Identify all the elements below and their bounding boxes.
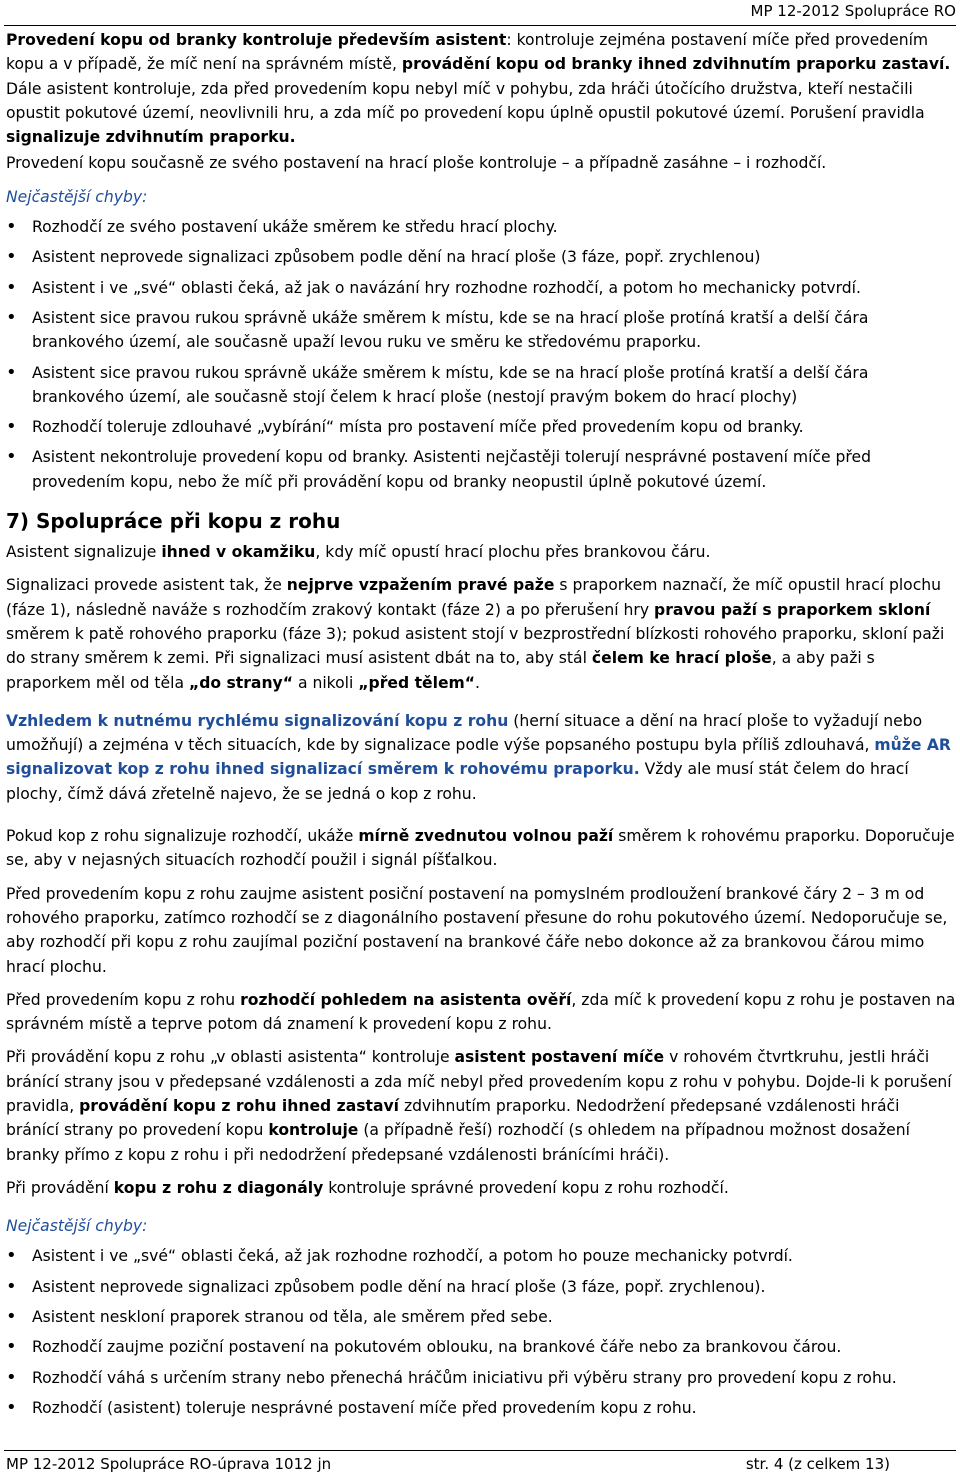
text: (herní situace a dění na hrací ploše to vyžadují nebo umožňují) a zejména v těch situacích, kde by signalizace podle výše popsaného postupu byla příliš zdlouhavá,: [6, 711, 923, 755]
text: Pokud kop z rohu signalizuje rozhodčí, ukáže: [6, 827, 359, 846]
paragraph-corner-signal: [6, 540, 956, 564]
text: .: [475, 673, 480, 692]
text: , a aby paži s praporkem měl od těla: [6, 649, 875, 692]
text: v rohovém čtvrtkruhu, jestli hráči bránící strany jsou v předepsané vzdálenosti a zda míč nebyl před provedením kopu z rohu v pohybu. Dojde-li k porušení pravidla,: [6, 1048, 952, 1115]
text: a nikoli: [292, 673, 359, 692]
header-divider: [4, 25, 956, 26]
text: Dále asistent kontroluje, zda před provedením kopu nebyl míč v pohybu, zda hráči útočícího družstva, kteří nestačili opustit pokutové území, neovlivnili hru, a zda míč po provedení kopu úplně opustil pokutové území. Porušení pravidla: [6, 79, 925, 122]
list-item: • Rozhodčí zaujme poziční postavení na pokutovém oblouku, na brankové čáře nebo za brankovou čárou.: [6, 1335, 956, 1359]
text: Vždy ale musí stát čelem do hrací plochy, čímž dává zřetelně najevo, že se jedná o kop z rohu.: [6, 760, 909, 803]
paragraph-positioning: Před provedením kopu z rohu zaujme asistent posiční postavení na pomyslném prodloužení brankové čáry 2 – 3 m od rohového praporku, zatímco rozhodčí se z diagonálního postavení přesune do rohu pokutového území. Nedoporučuje se, aby rozhodčí při kopu z rohu zaujímal poziční postavení na brankové čáře nebo dokonce až za brankovou čárou mimo hrací plochu.: [6, 884, 948, 976]
list-item: • Asistent i ve „své“ oblasti čeká, až jak rozhodne rozhodčí, a potom ho pouze mechanicky potvrdí.: [6, 1244, 956, 1268]
paragraph-assistant-control: [6, 1045, 956, 1166]
bold-text: Provedení kopu od branky kontroluje především asistent: [6, 31, 507, 49]
paragraph-signal-procedure: [6, 573, 956, 694]
text: Před provedením kopu z rohu: [6, 990, 241, 1009]
paragraph-diagonal: [6, 1176, 956, 1200]
text: kontroluje správné provedení kopu z rohu rozhodčí.: [323, 1178, 729, 1197]
bold-text: „do strany“: [188, 673, 293, 692]
text: Při provádění kopu z rohu „v oblasti asistenta“ kontroluje: [6, 1048, 455, 1067]
list-item: • Rozhodčí toleruje zdlouhavé „vybírání“ místa pro postavení míče před provedením kopu od branky.: [6, 415, 956, 439]
paragraph-fast-signal: [6, 709, 956, 806]
bold-text: „před tělem“: [358, 673, 476, 692]
list-item: • Rozhodčí ze svého postavení ukáže směrem ke středu hrací plochy.: [6, 215, 956, 239]
errors-heading-2: Nejčastější chyby:: [6, 1217, 148, 1236]
text: : kontroluje zejména postavení míče před provedením kopu a v případě, že míč není na správném místě,: [6, 31, 929, 74]
bold-text: provádění kopu od branky ihned zdvihnutím praporku zastaví.: [401, 55, 951, 74]
paragraph-referee-control: Provedení kopu současně ze svého postavení na hrací ploše kontroluje – a případně zasáhne – i rozhodčí.: [6, 154, 827, 173]
bold-text: ihned v okamžiku: [161, 543, 316, 562]
bold-text: asistent postavení míče: [454, 1048, 665, 1067]
footer-divider: [4, 1450, 956, 1451]
text: směrem k rohovému praporku. Doporučuje se, aby v nejasných situacích rozhodčí použil i signál píšťalkou.: [6, 827, 955, 870]
bold-text: kopu z rohu z diagonály: [113, 1178, 324, 1197]
section-title: 7) Spolupráce při kopu z rohu: [6, 509, 341, 534]
list-item: • Rozhodčí (asistent) toleruje nesprávné postavení míče před provedením kopu z rohu.: [6, 1396, 956, 1420]
bold-text: provádění kopu z rohu ihned zastaví: [79, 1096, 399, 1115]
text: , zda míč k provedení kopu z rohu je postaven na správném místě a teprve potom dá znamení k provedení kopu z rohu.: [6, 990, 956, 1034]
footer-page-number: str. 4 (z celkem 13): [745, 1455, 890, 1473]
blue-bold-text: může AR signalizovat kop z rohu ihned signalizací směrem k rohovému praporku.: [6, 736, 951, 779]
bold-text: nejprve vzpažením pravé paže: [286, 576, 555, 595]
bold-text: čelem ke hrací ploše: [591, 649, 772, 668]
text: Asistent signalizuje: [6, 543, 162, 562]
errors-list-1: [6, 215, 956, 494]
blue-bold-text: Vzhledem k nutnému rychlému signalizování kopu z rohu: [6, 711, 509, 730]
list-item: • Asistent nekontroluje provedení kopu od branky. Asistenti nejčastěji tolerují nesprávné postavení míče před provedením kopu, nebo že míč při provádění kopu od branky neopustil úplně pokutové území.: [6, 445, 956, 494]
bold-text: rozhodčí pohledem na asistenta ověří: [240, 990, 572, 1009]
text: Při provádění: [6, 1178, 114, 1197]
bold-text: mírně zvednutou volnou paží: [358, 827, 614, 846]
list-item: • Asistent sice pravou rukou správně ukáže směrem k místu, kde se na hrací ploše protíná kratší a delší čára brankového území, ale současně stojí čelem k hrací ploše (nestojí pravým bokem do hrací plochy): [6, 361, 956, 410]
text: Signalizaci provede asistent tak, že: [6, 576, 287, 595]
errors-heading-1: Nejčastější chyby:: [6, 187, 148, 206]
paragraph-goal-kick-control: [6, 28, 956, 149]
list-item: • Rozhodčí váhá s určením strany nebo přenechá hráčům iniciativu při výběru strany pro provedení kopu z rohu.: [6, 1366, 956, 1390]
list-item: • Asistent neprovede signalizaci způsobem podle dění na hrací ploše (3 fáze, popř. zrychlenou): [6, 245, 956, 269]
list-item: • Asistent i ve „své“ oblasti čeká, až jak o navázání hry rozhodne rozhodčí, a potom ho mechanicky potvrdí.: [6, 276, 956, 300]
bold-text: pravou paží s praporkem skloní: [654, 600, 931, 619]
bold-text: signalizuje zdvihnutím praporku.: [6, 128, 296, 147]
errors-list-2: [6, 1244, 956, 1420]
list-item: • Asistent neskloní praporek stranou od těla, ale směrem před sebe.: [6, 1305, 956, 1329]
text: směrem k patě rohového praporku (fáze 3); pokud asistent stojí v bezprostřední blízkosti rohového praporku, skloní paži do strany směrem k zemi. Při signalizaci musí asistent dbát na to, aby stál: [6, 624, 945, 668]
paragraph-referee-check: [6, 988, 956, 1037]
page-header-title: MP 12-2012 Spolupráce RO: [750, 2, 956, 20]
text: s praporkem naznačí, že míč opustil hrací plochu (fáze 1), následně naváže s rozhodčím zrakový kontakt (fáze 2) a po přerušení hry: [6, 576, 942, 619]
document-body: [6, 28, 956, 1430]
paragraph-referee-signal: [6, 824, 956, 873]
list-item: • Asistent neprovede signalizaci způsobem podle dění na hrací ploše (3 fáze, popř. zrychlenou).: [6, 1275, 956, 1299]
footer-doc-name: MP 12-2012 Spolupráce RO-úprava 1012 jn: [6, 1455, 332, 1473]
text: (a případně řeší) rozhodčí (s ohledem na případnou možnost dosažení branky přímo z kopu z rohu i při nedodržení předepsané vzdálenosti bránícími hráči).: [6, 1121, 910, 1164]
list-item: • Asistent sice pravou rukou správně ukáže směrem k místu, kde se na hrací ploše protíná kratší a delší čára brankového území, ale současně upaží levou ruku ve směru ke středovému praporku.: [6, 306, 956, 355]
text: , kdy míč opustí hrací plochu přes brankovou čáru.: [315, 543, 711, 562]
text: zdvihnutím praporku. Nedodržení předepsané vzdálenosti hráči bránící strany po provedení kopu: [6, 1096, 900, 1140]
bold-text: kontroluje: [268, 1121, 359, 1140]
